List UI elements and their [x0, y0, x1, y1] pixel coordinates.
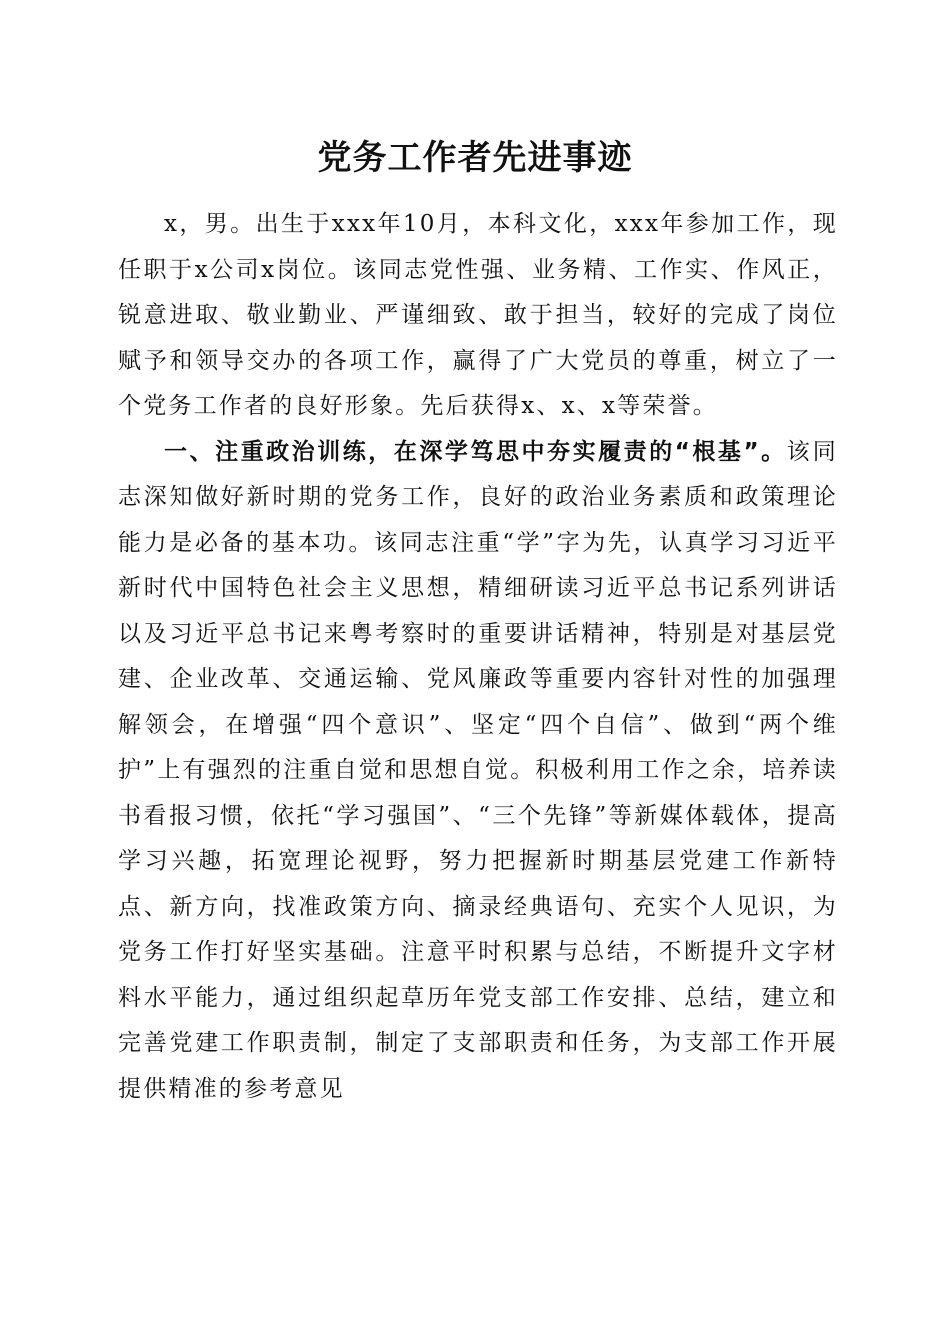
document-title: 党务工作者先进事迹 — [317, 138, 633, 178]
section-1-paragraph — [118, 430, 838, 1113]
section-1-heading: 一、注重政治训练，在深学笃思中夯实履责的“根基”。 — [164, 438, 787, 465]
section-1-body: 该同志深知做好新时期的党务工作，良好的政治业务素质和政策理论能力是必备的基本功。该同志注重“学”字为先，认真学习习近平新时代中国特色社会主义思想，精细研读习近平总书记系列讲话以及习近平总书记来粤考察时的重要讲话精神，特别是对基层党建、企业改革、交通运输、党风廉政等重要内容针对性的加强理解领会，在增强“四个意识”、坚定“四个自信”、做到“两个维护”上有强烈的注重自觉和思想自觉。积极利用工作之余，培养读书看报习惯，依托“学习强国”、“三个先锋”等新媒体载体，提高学习兴趣，拓宽理论视野，努力把握新时期基层党建工作新特点、新方向，找准政策方向、摘录经典语句、充实个人见识，为党务工作打好坚实基础。注意平时积累与总结，不断提升文字材料水平能力，通过组织起草历年党支部工作安排、总结，建立和完善党建工作职责制，制定了支部职责和任务，为支部工作开展提供精准的参考意见 — [118, 438, 838, 1102]
document-body — [118, 202, 838, 1112]
intro-paragraph: x，男。出生于xxx年10月，本科文化，xxx年参加工作，现任职于x公司x岗位。该同志党性强、业务精、工作实、作风正，锐意进取、敬业勤业、严谨细致、敢于担当，较好的完成了岗位赋予和领导交办的各项工作，赢得了广大党员的尊重，树立了一个党务工作者的良好形象。先后获得x、x、x等荣誉。 — [118, 211, 838, 419]
